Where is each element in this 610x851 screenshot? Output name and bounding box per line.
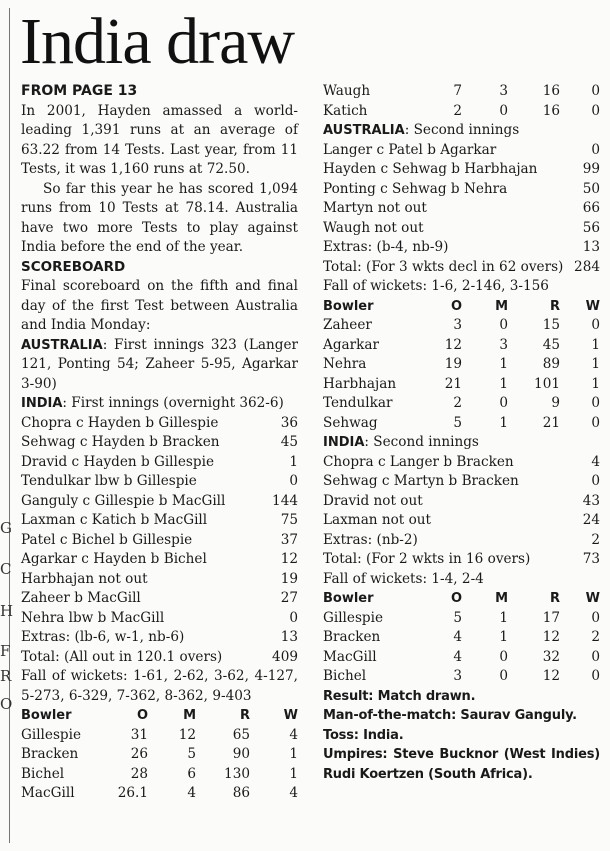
batsman-runs: 73	[582, 551, 600, 567]
bowling-figure: 1	[499, 609, 508, 626]
batsman-runs: 12	[280, 551, 298, 567]
umpires-line-2: Rudi Koertzen (South Africa).	[323, 766, 533, 782]
bowling-figure: 1	[289, 746, 298, 762]
bowling-figure: 2	[453, 395, 462, 411]
bowling-figure: 9	[551, 395, 560, 411]
bowling-figure: 3	[499, 83, 508, 99]
bowling-figure: 19	[444, 356, 462, 372]
batting-row	[323, 531, 600, 551]
bowler-name: Bichel	[323, 668, 367, 684]
batsman-runs: 37	[280, 531, 298, 548]
team-name: AUSTRALIA	[21, 337, 103, 353]
bowler-name: Zaheer	[323, 317, 372, 333]
batsman-runs: 0	[591, 473, 600, 489]
margin-letter: F	[0, 642, 11, 660]
margin-letter: O	[0, 695, 13, 713]
bowling-figure: 26.1	[117, 785, 148, 801]
batsman-runs: 66	[582, 200, 600, 216]
batting-row	[323, 511, 600, 531]
innings-summary: : First innings 323 (Langer 121, Ponting 54; Zaheer 5-95, Agarkar 3-90)	[21, 336, 298, 392]
batsman-name: Waugh not out	[323, 219, 424, 236]
right-column	[323, 82, 600, 784]
batting-list	[323, 453, 600, 570]
bowling-figure: 2	[591, 629, 600, 645]
bowling-row	[21, 726, 298, 746]
left-column	[21, 82, 298, 804]
team-name: INDIA	[323, 435, 365, 450]
bowling-row	[323, 628, 600, 648]
batsman-name: Extras: (b-4, nb-9)	[323, 239, 449, 255]
batsman-runs: 27	[280, 590, 298, 606]
bowling-figure: 7	[453, 83, 462, 99]
bowling-figure: 0	[591, 317, 600, 333]
result-line: Result: Match drawn.	[323, 688, 476, 704]
bowler-name: Katich	[323, 102, 368, 119]
bowling-figure: 12	[542, 629, 560, 645]
batsman-name: Patel c Bichel b Gillespie	[21, 531, 193, 548]
man-of-the-match: Man-of-the-match: Saurav Ganguly.	[323, 708, 577, 723]
kicker: FROM PAGE 13	[21, 83, 138, 99]
bowling-figure: 0	[591, 668, 600, 684]
batsman-name: Martyn not out	[323, 200, 427, 216]
batsman-runs: 13	[582, 239, 600, 255]
batting-row	[21, 589, 298, 609]
batting-row	[21, 492, 298, 512]
bowling-figure: 12	[444, 336, 462, 353]
bowling-figure: 4	[453, 648, 462, 665]
batting-row	[21, 433, 298, 453]
batsman-name: Extras: (lb-6, w-1, nb-6)	[21, 629, 185, 645]
header-label: M	[495, 298, 508, 314]
batting-row	[323, 472, 600, 492]
batting-row	[21, 453, 298, 473]
innings-heading: : First innings (overnight 362-6)	[62, 395, 284, 411]
batsman-runs: 24	[582, 512, 600, 528]
batting-row	[21, 648, 298, 668]
batsman-name: Total: (For 3 wkts decl in 62 overs)	[323, 258, 564, 275]
bowling-figure: 90	[232, 746, 250, 762]
batting-list	[323, 141, 600, 278]
batsman-name: Tendulkar lbw b Gillespie	[21, 473, 197, 489]
bowling-row	[323, 394, 600, 414]
bowling-figure: 45	[542, 336, 560, 353]
bowling-figure: 65	[232, 726, 250, 743]
bowling-figure: 86	[232, 785, 250, 801]
bowling-table	[323, 297, 600, 434]
aus-second-heading	[323, 121, 600, 141]
header-label: W	[585, 591, 600, 606]
team-name: AUSTRALIA	[323, 123, 405, 138]
bowling-header	[323, 589, 600, 609]
bowling-row	[323, 316, 600, 336]
bowling-figure: 1	[591, 375, 600, 392]
bowling-figure: 0	[499, 395, 508, 411]
bowling-figure: 5	[187, 746, 196, 762]
bowling-figure: 32	[542, 648, 560, 665]
team-name: INDIA	[21, 396, 63, 411]
batsman-runs: 43	[582, 492, 600, 509]
bowler-name: Agarkar	[323, 336, 379, 353]
bowling-row	[323, 82, 600, 102]
bowling-figure: 0	[591, 609, 600, 626]
bowling-figure: 101	[534, 375, 560, 392]
bowler-name: Gillespie	[323, 609, 384, 626]
batsman-name: Sehwag c Martyn b Bracken	[323, 473, 519, 489]
header-label: O	[450, 591, 462, 606]
header-label: Bowler	[323, 298, 374, 314]
batsman-runs: 0	[289, 473, 298, 489]
bowler-name: Nehra	[323, 356, 367, 372]
bowling-figure: 1	[499, 414, 508, 431]
batsman-runs: 56	[582, 219, 600, 236]
bowling-table	[323, 589, 600, 687]
bowling-figure: 0	[499, 317, 508, 333]
bowling-figure: 3	[499, 336, 508, 353]
header-label: R	[549, 591, 560, 606]
bowling-row	[323, 648, 600, 668]
bowling-row	[323, 667, 600, 687]
bowling-figure: 4	[187, 785, 196, 801]
batting-row	[21, 511, 298, 531]
bowling-row	[21, 784, 298, 804]
bowler-name: Gillespie	[21, 726, 82, 743]
bowling-figure: 3	[453, 317, 462, 333]
ind-first-heading	[21, 394, 298, 414]
bowling-figure: 5	[453, 414, 462, 431]
batsman-runs: 0	[591, 141, 600, 158]
batting-row	[323, 238, 600, 258]
header-label: M	[183, 708, 196, 723]
scoreboard-heading: SCOREBOARD	[21, 258, 126, 275]
batsman-name: Total: (For 2 wkts in 16 overs)	[323, 551, 531, 567]
batsman-runs: 75	[280, 512, 298, 528]
bowling-figure: 12	[178, 726, 196, 743]
batsman-name: Extras: (nb-2)	[323, 531, 418, 548]
bowling-figure: 0	[591, 83, 600, 99]
toss-line: Toss: India.	[323, 727, 404, 743]
bowling-figure: 4	[289, 785, 298, 801]
batting-row	[21, 414, 298, 434]
margin-letter: C	[0, 560, 12, 578]
batsman-name: Laxman c Katich b MacGill	[21, 512, 208, 528]
bowling-row	[323, 375, 600, 395]
header-label: O	[136, 708, 148, 723]
batsman-name: Ganguly c Gillespie b MacGill	[21, 492, 226, 509]
batsman-name: Chopra c Langer b Bracken	[323, 453, 514, 470]
bowling-figure: 1	[289, 765, 298, 782]
bowling-figure: 26	[130, 746, 148, 762]
bowling-figure: 0	[499, 102, 508, 119]
batsman-name: Hayden c Sehwag b Harbhajan	[323, 161, 538, 177]
bowling-figure: 2	[453, 102, 462, 119]
batsman-name: Nehra lbw b MacGill	[21, 609, 165, 626]
batsman-name: Langer c Patel b Agarkar	[323, 141, 497, 158]
batsman-name: Laxman not out	[323, 512, 431, 528]
batsman-runs: 4	[591, 453, 600, 470]
aus-first-innings	[21, 336, 298, 395]
batsman-name: Total: (All out in 120.1 overs)	[21, 648, 223, 665]
article-paragraph: So far this year he has scored 1,094 runs from 10 Tests at 78.14. Australia have two more Tests to play against India before the end of the year.	[21, 180, 298, 255]
bowling-row	[323, 414, 600, 434]
bowler-name: MacGill	[323, 648, 377, 665]
bowling-figure: 4	[289, 726, 298, 743]
fall-of-wickets: Fall of wickets: 1-4, 2-4	[323, 570, 484, 587]
bowling-row	[323, 609, 600, 629]
ind-second-heading	[323, 433, 600, 453]
batting-row	[21, 570, 298, 590]
bowling-figure: 1	[591, 356, 600, 372]
batsman-runs: 409	[272, 648, 298, 665]
batting-row	[323, 199, 600, 219]
batting-row	[21, 550, 298, 570]
bowling-figure: 17	[542, 609, 560, 626]
bowler-name: Bracken	[323, 629, 381, 645]
bowling-row	[21, 765, 298, 785]
bowling-header	[21, 706, 298, 726]
fall-of-wickets: Fall of wickets: 1-61, 2-62, 3-62, 4-127, 5-273, 6-329, 7-362, 8-362, 9-403	[21, 668, 298, 704]
bowling-figure: 1	[499, 356, 508, 372]
bowling-figure: 89	[542, 356, 560, 372]
batsman-name: Harbhajan not out	[21, 570, 148, 587]
batting-row	[21, 609, 298, 629]
bowling-header	[323, 297, 600, 317]
bowling-figure: 16	[542, 83, 560, 99]
margin-letter: H	[0, 602, 14, 620]
bowling-row	[323, 336, 600, 356]
scoreboard-intro: Final scoreboard on the fifth and final day of the first Test between Australia and India Monday:	[21, 278, 298, 333]
bowling-figure: 0	[499, 648, 508, 665]
header-label: M	[495, 591, 508, 606]
header-label: Bowler	[323, 591, 374, 606]
headline: India draw	[20, 5, 295, 78]
bowling-figure: 0	[591, 648, 600, 665]
bowling-figure: 15	[542, 317, 560, 333]
bowler-name: Harbhajan	[323, 375, 397, 392]
header-label: R	[549, 298, 560, 314]
batsman-runs: 36	[280, 414, 298, 431]
header-label: R	[239, 708, 250, 723]
bowling-table-continued	[323, 82, 600, 121]
batting-row	[21, 531, 298, 551]
bowling-figure: 28	[130, 765, 148, 782]
bowling-figure: 1	[591, 336, 600, 353]
batsman-name: Ponting c Sehwag b Nehra	[323, 180, 508, 197]
article-paragraph: In 2001, Hayden amassed a world-leading 1,391 runs at an average of 63.22 from 14 Tests. Last year, from 11 Tests, it was 1,160 runs at 72.50.	[21, 102, 298, 177]
bowling-figure: 1	[499, 375, 508, 392]
bowling-table	[21, 706, 298, 804]
batsman-runs: 19	[280, 570, 298, 587]
bowling-figure: 4	[453, 629, 462, 645]
bowling-figure: 130	[224, 765, 250, 782]
batsman-runs: 2	[591, 531, 600, 548]
batsman-name: Dravid c Hayden b Gillespie	[21, 453, 214, 470]
bowling-figure: 0	[499, 668, 508, 684]
bowling-figure: 1	[499, 629, 508, 645]
bowling-figure: 0	[591, 102, 600, 119]
batsman-runs: 1	[289, 453, 298, 470]
header-label: W	[585, 298, 600, 314]
batsman-runs: 0	[289, 609, 298, 626]
batting-row	[323, 219, 600, 239]
batsman-name: Agarkar c Hayden b Bichel	[21, 551, 207, 567]
fall-of-wickets: Fall of wickets: 1-6, 2-146, 3-156	[323, 278, 549, 294]
batsman-runs: 144	[272, 492, 298, 509]
bowler-name: Bracken	[21, 746, 79, 762]
batsman-runs: 13	[280, 629, 298, 645]
batsman-runs: 45	[280, 434, 298, 450]
batting-row	[21, 472, 298, 492]
header-label: Bowler	[21, 708, 72, 723]
batsman-name: Zaheer b MacGill	[21, 590, 141, 606]
bowling-figure: 16	[542, 102, 560, 119]
umpires-line: Umpires: Steve Bucknor (West Indies)	[323, 747, 600, 762]
bowling-figure: 3	[453, 668, 462, 684]
batsman-runs: 50	[582, 180, 600, 197]
bowler-name: Tendulkar	[323, 395, 393, 411]
batsman-name: Dravid not out	[323, 492, 423, 509]
bowling-figure: 31	[130, 726, 148, 743]
bowling-figure: 0	[591, 414, 600, 431]
header-label: W	[283, 708, 298, 723]
batsman-runs: 284	[574, 258, 600, 275]
bowling-row	[323, 102, 600, 122]
margin-letter: G	[0, 519, 12, 537]
batsman-name: Sehwag c Hayden b Bracken	[21, 434, 220, 450]
innings-heading: : Second innings	[364, 434, 479, 450]
bowling-figure: 21	[542, 414, 560, 431]
bowling-figure: 5	[453, 609, 462, 626]
column-rule	[9, 8, 10, 843]
bowling-figure: 21	[444, 375, 462, 392]
batsman-runs: 99	[582, 161, 600, 177]
bowler-name: MacGill	[21, 785, 75, 801]
bowler-name: Waugh	[323, 83, 371, 99]
batting-row	[323, 141, 600, 161]
innings-heading: : Second innings	[404, 122, 520, 138]
bowling-figure: 6	[187, 765, 196, 782]
bowler-name: Sehwag	[323, 414, 378, 431]
margin-letter: R	[0, 667, 12, 685]
batting-list	[21, 414, 298, 668]
header-label: O	[450, 298, 462, 314]
bowling-figure: 12	[542, 668, 560, 684]
batsman-name: Chopra c Hayden b Gillespie	[21, 414, 219, 431]
batting-row	[323, 258, 600, 278]
bowling-row	[21, 745, 298, 765]
bowler-name: Bichel	[21, 765, 65, 782]
bowling-figure: 0	[591, 395, 600, 411]
batting-row	[323, 160, 600, 180]
batting-row	[323, 492, 600, 512]
batting-row	[21, 628, 298, 648]
batting-row	[323, 550, 600, 570]
batting-row	[323, 453, 600, 473]
bowling-row	[323, 355, 600, 375]
batting-row	[323, 180, 600, 200]
